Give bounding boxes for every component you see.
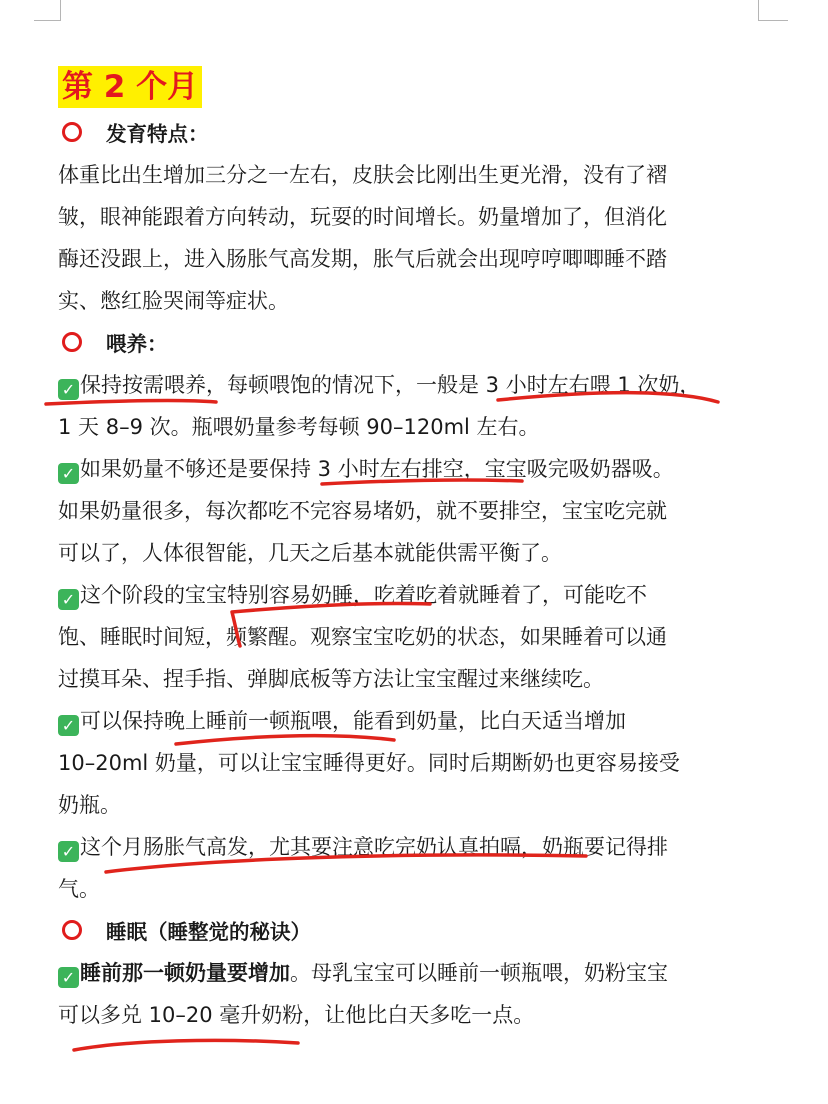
bold-phrase: 睡前那一顿奶量要增加 [80,961,290,985]
text-line: 可以多兑 10–20 毫升奶粉，让他比白天多吃一点。 [58,1003,535,1027]
text-line: 这个阶段的宝宝特别容易奶睡，吃着吃着就睡着了，可能吃不 [80,583,647,607]
check-mark-icon: ✓ [58,715,79,736]
text-line: 这个月肠胀气高发，尤其要注意吃完奶认真拍嗝，奶瓶要记得排 [80,835,668,859]
underline-stroke [232,603,430,646]
text-line: 体重比出生增加三分之一左右，皮肤会比刚出生更光滑，没有了褶 [58,163,667,187]
underline-stroke [322,480,522,484]
text-line: 奶瓶。 [58,793,121,817]
text-line: 如果奶量很多，每次都吃不完容易堵奶，就不要排空，宝宝吃完就 [58,499,667,523]
text-line: 酶还没跟上，进入肠胀气高发期，胀气后就会出现哼哼唧唧睡不踏 [58,247,667,271]
check-mark-icon: ✓ [58,967,79,988]
heading-label: 发育特点： [106,122,209,146]
underline-stroke [46,401,216,404]
check-mark-icon: ✓ [58,379,79,400]
underline-stroke [106,855,586,872]
heading-label: 喂养： [106,332,168,356]
text-line: 可以保持晚上睡前一顿瓶喂，能看到奶量，比白天适当增加 [80,709,626,733]
text-line: 实、憋红脸哭闹等症状。 [58,289,289,313]
text-line: 10–20ml 奶量，可以让宝宝睡得更好。同时后期断奶也更容易接受 [58,751,680,775]
underline-stroke [176,736,394,744]
text-line: 饱、睡眠时间短，频繁醒。观察宝宝吃奶的状态，如果睡着可以通 [58,625,667,649]
underline-stroke [498,393,718,402]
text-line: 如果奶量不够还是要保持 3 小时左右排空，宝宝吸完吸奶器吸。 [80,457,674,481]
text-line: 气。 [58,877,100,901]
text-line: 皱，眼神能跟着方向转动，玩耍的时间增长。奶量增加了，但消化 [58,205,667,229]
text-line: 1 天 8–9 次。瓶喂奶量参考每顿 90–120ml 左右。 [58,415,540,439]
text-line: 保持按需喂养，每顿喂饱的情况下，一般是 3 小时左右喂 1 次奶， [80,373,701,397]
text-line: 。母乳宝宝可以睡前一顿瓶喂，奶粉宝宝 [290,961,668,985]
underline-stroke [74,1040,298,1050]
check-mark-icon: ✓ [58,589,79,610]
heading-label: 睡眠（睡整觉的秘诀） [106,920,311,944]
check-mark-icon: ✓ [58,463,79,484]
check-mark-icon: ✓ [58,841,79,862]
page-title: 第 2 个月 [58,66,202,108]
text-line: 过摸耳朵、捏手指、弹脚底板等方法让宝宝醒过来继续吃。 [58,667,604,691]
text-line: 可以了，人体很智能，几天之后基本就能供需平衡了。 [58,541,562,565]
